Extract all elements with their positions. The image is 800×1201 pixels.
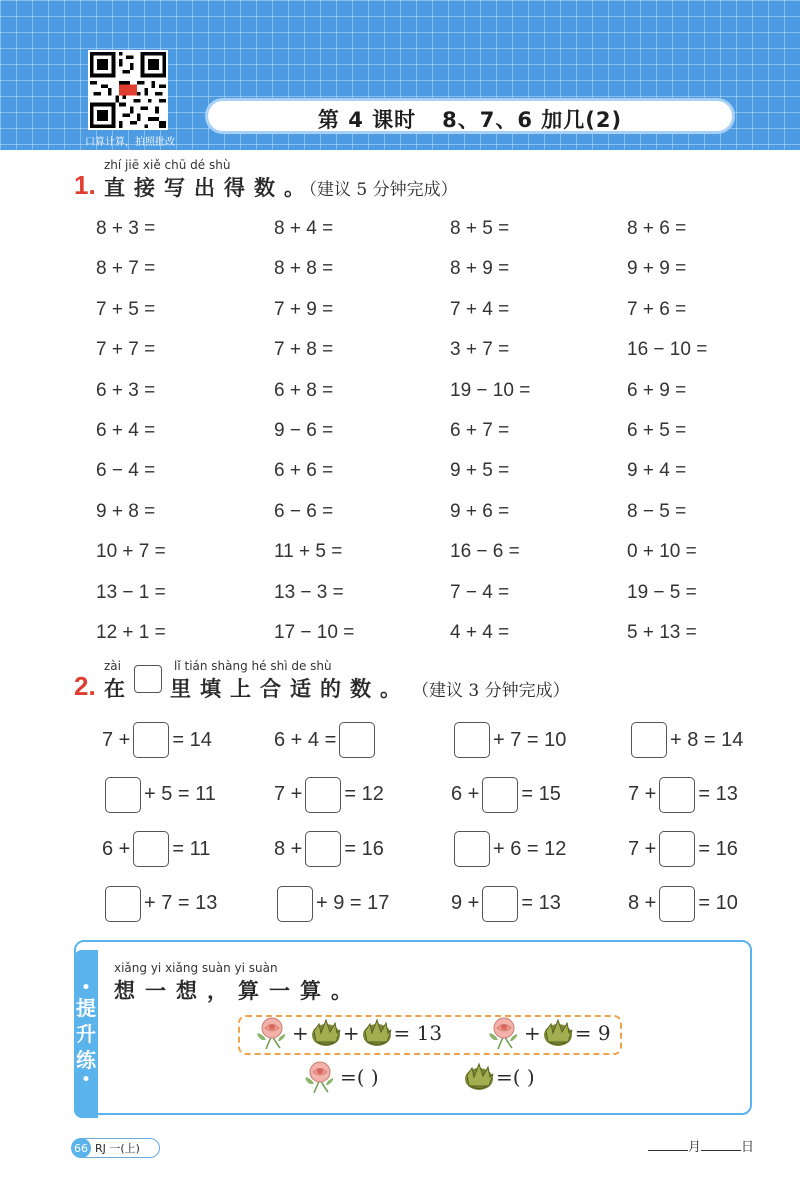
problem-right-part: + 5 = 11 <box>144 783 216 805</box>
problem-right-part: = 13 <box>698 783 738 805</box>
oral-problem: 7 + 9 = <box>274 298 334 320</box>
extension-instruction: 想一想，算一算。 <box>114 979 362 1003</box>
answer-box[interactable] <box>277 886 313 922</box>
rose-answer-blank[interactable]: =( ) <box>340 1065 379 1089</box>
sample-blank-box <box>134 665 162 693</box>
tab-char: 升 <box>76 1022 96 1046</box>
oral-problem: 13 − 1 = <box>96 581 166 603</box>
fill-in-problem <box>628 829 738 869</box>
fill-in-problem <box>274 884 389 924</box>
oral-problem: 8 + 3 = <box>96 218 156 239</box>
oral-problem: 9 + 9 = <box>627 258 687 280</box>
problem-left-part: 7 + <box>628 783 657 805</box>
fill-in-problem <box>451 720 566 760</box>
problem-left-part: 9 + <box>451 892 480 914</box>
problem-left-part: 7 + <box>102 728 131 751</box>
answer-box[interactable] <box>454 722 490 758</box>
oral-problem: 7 + 8 = <box>274 339 334 361</box>
oral-problem: 6 + 4 = <box>96 420 156 441</box>
problem-right-part: + 9 = 17 <box>316 892 390 914</box>
day-blank[interactable] <box>701 1138 741 1151</box>
answer-box[interactable] <box>105 777 141 813</box>
problem-right-part: = 16 <box>344 837 384 860</box>
succulent-icon <box>360 1016 394 1050</box>
succulent-answer <box>462 1060 535 1094</box>
section-2-instruction: 里填上合适的数。 <box>170 677 410 701</box>
succulent-icon <box>462 1060 496 1094</box>
fill-in-problem <box>102 775 216 815</box>
oral-problem: 6 + 6 = <box>274 460 334 482</box>
page-badge <box>72 1138 160 1158</box>
answer-box[interactable] <box>133 831 169 867</box>
fill-in-problem <box>451 884 561 924</box>
oral-problem: 6 + 7 = <box>450 420 510 441</box>
problem-right-part: = 12 <box>344 783 384 805</box>
lesson-title-banner <box>205 98 735 134</box>
succulent-icon <box>309 1016 343 1050</box>
rose-answer <box>300 1060 379 1094</box>
oral-problem: 7 + 5 = <box>96 298 156 320</box>
fill-in-problem <box>274 775 384 815</box>
oral-problem: 5 + 13 = <box>627 622 697 643</box>
problem-right-part: = 16 <box>698 837 738 860</box>
problem-right-part: = 15 <box>521 783 561 805</box>
fill-in-problem <box>451 829 566 869</box>
fill-in-problem <box>102 829 210 869</box>
problem-left-part: 7 + <box>628 837 657 860</box>
equation-1: + + = 13 <box>252 1016 442 1050</box>
edition-label: RJ 一(上) <box>95 1142 140 1155</box>
month-label: 月 <box>688 1140 702 1155</box>
fill-in-problem <box>628 884 738 924</box>
section-1-pinyin: zhí jiē xiě chū dé shù <box>104 158 231 172</box>
oral-problem: 4 + 4 = <box>450 622 510 643</box>
answer-box[interactable] <box>659 777 695 813</box>
section-1-time-hint: （建议 5 分钟完成） <box>300 180 458 200</box>
fill-in-problem <box>102 720 212 760</box>
oral-problem: 13 − 3 = <box>274 581 344 603</box>
oral-problem: 19 − 5 = <box>627 581 697 603</box>
fill-in-problem <box>102 884 217 924</box>
oral-problem: 8 + 8 = <box>274 258 334 280</box>
problem-right-part: = 10 <box>698 892 738 914</box>
oral-problem: 8 + 5 = <box>450 218 510 239</box>
section-1-heading <box>74 158 754 198</box>
succulent-icon <box>541 1016 575 1050</box>
fill-in-problem <box>451 775 561 815</box>
fill-in-problem <box>274 829 384 869</box>
answer-box[interactable] <box>482 886 518 922</box>
oral-problem: 9 + 4 = <box>627 460 687 482</box>
oral-problem: 6 − 4 = <box>96 460 156 482</box>
oral-problem: 8 + 9 = <box>450 258 510 280</box>
oral-problem: 3 + 7 = <box>450 339 510 361</box>
problem-left-part: 6 + <box>451 783 480 805</box>
month-blank[interactable] <box>648 1138 688 1151</box>
problem-right-part: + 6 = 12 <box>493 837 567 860</box>
problem-right-part: + 8 = 14 <box>670 728 744 751</box>
day-label: 日 <box>741 1140 755 1155</box>
header-banner <box>0 0 800 150</box>
answer-box[interactable] <box>339 722 375 758</box>
oral-problem: 6 − 6 = <box>274 500 334 522</box>
lesson-topic: 8、7、6 加几(2) <box>442 108 623 132</box>
extension-tab: • 提 升 练 • <box>74 950 98 1118</box>
oral-problem: 7 + 7 = <box>96 339 156 361</box>
answer-box[interactable] <box>305 831 341 867</box>
problem-left-part: 7 + <box>274 783 303 805</box>
oral-problem: 6 + 8 = <box>274 379 334 401</box>
rose-icon <box>252 1016 292 1050</box>
oral-problem: 9 + 6 = <box>450 500 510 522</box>
rose-icon <box>484 1016 524 1050</box>
succulent-answer-blank[interactable]: =( ) <box>496 1065 535 1089</box>
oral-problem: 6 + 3 = <box>96 379 156 401</box>
answer-box[interactable] <box>482 777 518 813</box>
oral-problem: 8 + 7 = <box>96 258 156 280</box>
oral-problem: 16 − 10 = <box>627 339 708 361</box>
problem-right-part: + 7 = 13 <box>144 892 218 914</box>
tab-char: 提 <box>76 996 96 1020</box>
tab-char: 练 <box>76 1048 96 1072</box>
oral-problem: 6 + 9 = <box>627 379 687 401</box>
problem-left-part: 8 + <box>628 892 657 914</box>
oral-problem: 9 − 6 = <box>274 420 334 441</box>
oral-problem: 0 + 10 = <box>627 541 697 563</box>
oral-problem: 12 + 1 = <box>96 622 166 643</box>
answer-box[interactable] <box>659 831 695 867</box>
oral-problem: 6 + 5 = <box>627 420 687 441</box>
fill-in-problem <box>274 720 378 760</box>
answer-box[interactable] <box>631 722 667 758</box>
problem-right-part: = 13 <box>521 892 561 914</box>
problem-right-part: + 7 = 10 <box>493 728 567 751</box>
oral-problem: 16 − 6 = <box>450 541 520 563</box>
problem-right-part: = 11 <box>172 837 211 860</box>
equation-1-result: = 13 <box>393 1021 443 1045</box>
fill-in-problem <box>628 775 738 815</box>
answer-box[interactable] <box>454 831 490 867</box>
answer-box[interactable] <box>105 886 141 922</box>
oral-problem: 19 − 10 = <box>450 379 531 401</box>
equation-2-result: = 9 <box>574 1021 611 1045</box>
oral-problem: 10 + 7 = <box>96 541 166 563</box>
date-field <box>648 1136 754 1155</box>
qr-code-icon <box>90 52 166 128</box>
oral-problem: 17 − 10 = <box>274 622 355 643</box>
qr-code[interactable] <box>88 50 168 130</box>
rose-icon <box>300 1060 340 1094</box>
lesson-number: 第 4 课时 <box>317 108 417 132</box>
answer-box[interactable] <box>305 777 341 813</box>
problem-left-part: 6 + <box>102 837 131 860</box>
fill-in-problem <box>628 720 743 760</box>
oral-problem: 11 + 5 = <box>274 541 343 563</box>
problem-right-part: = 14 <box>172 728 212 751</box>
oral-problem: 9 + 8 = <box>96 500 156 522</box>
oral-problem: 9 + 5 = <box>450 460 510 482</box>
section-1-instruction: 直接写出得数。 <box>104 176 314 200</box>
page-number: 66 <box>71 1138 91 1158</box>
oral-problem: 8 + 6 = <box>627 218 687 239</box>
problem-left-part: 8 + <box>274 837 303 860</box>
section-2-time-hint: （建议 3 分钟完成） <box>412 681 570 701</box>
section-2-instruction-start: 在 <box>104 677 134 701</box>
qr-caption: 口算计算，拍照批改 <box>85 137 175 148</box>
problem-left-part: 6 + 4 = <box>274 728 337 751</box>
oral-problem: 8 + 4 = <box>274 218 334 239</box>
oral-problem: 7 + 4 = <box>450 298 510 320</box>
equation-2: + = 9 <box>484 1016 611 1050</box>
oral-problem: 7 − 4 = <box>450 581 510 603</box>
section-2-pinyin-zai: zài <box>104 659 121 673</box>
section-2-pinyin: lǐ tián shàng hé shì de shù <box>174 659 332 673</box>
oral-problem: 8 − 5 = <box>627 500 687 522</box>
oral-problem: 7 + 6 = <box>627 298 687 320</box>
answer-box[interactable] <box>133 722 169 758</box>
section-2-number: 2. <box>74 671 96 701</box>
section-2-heading <box>74 659 754 699</box>
section-1-number: 1. <box>74 170 96 200</box>
answer-box[interactable] <box>659 886 695 922</box>
extension-pinyin: xiǎng yi xiǎng suàn yi suàn <box>114 961 278 975</box>
